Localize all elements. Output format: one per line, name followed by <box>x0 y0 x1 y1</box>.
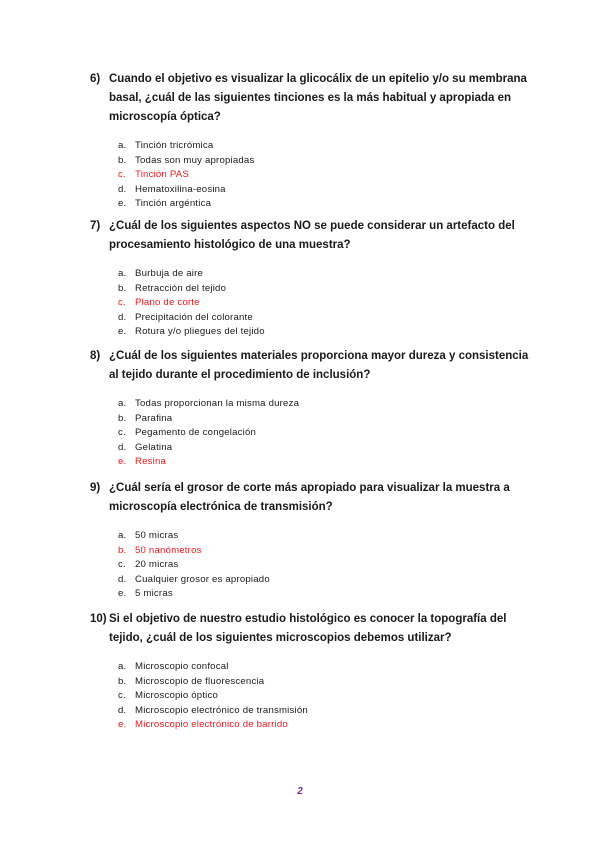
option-letter: c. <box>118 169 126 181</box>
option-letter: d. <box>118 311 127 323</box>
question-header <box>90 347 530 385</box>
option-letter: e. <box>118 326 127 338</box>
option-text: Rotura y/o pliegues del tejido <box>135 326 265 338</box>
option-list <box>90 529 530 602</box>
option-e-correct <box>118 455 530 470</box>
question-9 <box>90 479 530 602</box>
option-text: Pegamento de congelación <box>135 427 257 439</box>
option-b <box>118 675 530 690</box>
option-letter: a. <box>118 268 127 279</box>
option-letter: e. <box>118 588 127 600</box>
question-6 <box>90 70 530 212</box>
option-b <box>118 412 530 427</box>
question-7 <box>90 217 530 340</box>
option-e <box>118 587 530 602</box>
question-number: 7) <box>90 220 101 232</box>
question-header <box>90 610 530 648</box>
option-text: 20 micras <box>135 559 179 571</box>
option-e <box>118 197 530 212</box>
option-text: 50 nanómetros <box>135 544 202 556</box>
option-text: Tinción argéntica <box>135 198 212 210</box>
option-letter: b. <box>118 544 127 556</box>
question-header <box>90 217 530 255</box>
option-b <box>118 154 530 169</box>
option-letter: c. <box>118 559 126 571</box>
question-10 <box>90 610 530 733</box>
question-text: ¿Cuál de los siguientes materiales proporciona mayor dureza y consistencia al tejido durante el procedimiento de inclusión? <box>109 350 529 381</box>
option-text: Microscopio de fluorescencia <box>135 675 265 687</box>
option-text: Precipitación del colorante <box>135 311 253 323</box>
option-b-correct <box>118 544 530 559</box>
option-d <box>118 311 530 326</box>
option-text: Todas proporcionan la misma dureza <box>135 398 300 409</box>
option-text: Microscopio electrónico de barrido <box>135 719 288 731</box>
option-c-correct <box>118 296 530 311</box>
option-text: 5 micras <box>135 588 173 600</box>
option-a <box>118 267 530 282</box>
option-text: Gelatina <box>135 441 173 453</box>
question-text: Cuando el objetivo es visualizar la glicocálix de un epitelio y/o su membrana basal, ¿cuál de las siguientes tinciones es la más habitual y apropiada en microscopía óptica? <box>109 73 527 123</box>
option-letter: e. <box>118 719 127 731</box>
option-letter: a. <box>118 661 127 672</box>
option-text: Microscopio electrónico de transmisión <box>135 704 308 716</box>
option-letter: d. <box>118 183 127 195</box>
option-list <box>90 660 530 733</box>
option-letter: c. <box>118 690 126 702</box>
option-d <box>118 441 530 456</box>
option-d <box>118 704 530 719</box>
page-number: 2 <box>297 786 303 797</box>
option-letter: e. <box>118 198 127 210</box>
question-number: 8) <box>90 350 101 362</box>
option-text: Plano de corte <box>135 297 200 309</box>
option-text: Tinción tricrómica <box>135 140 214 151</box>
option-letter: b. <box>118 675 127 687</box>
option-a <box>118 660 530 675</box>
option-text: Resina <box>135 456 167 468</box>
option-e <box>118 325 530 340</box>
option-text: Microscopio óptico <box>135 690 219 702</box>
question-header <box>90 70 530 127</box>
option-list <box>90 139 530 212</box>
option-d <box>118 183 530 198</box>
option-a <box>118 397 530 412</box>
option-letter: a. <box>118 398 127 409</box>
option-text: Hematoxilina-eosina <box>135 183 226 195</box>
question-text: ¿Cuál sería el grosor de corte más apropiado para visualizar la muestra a microscopía electrónica de transmisión? <box>109 482 510 513</box>
question-8 <box>90 347 530 470</box>
option-c-correct <box>118 168 530 183</box>
option-a <box>118 139 530 154</box>
option-list <box>90 397 530 470</box>
option-letter: c. <box>118 297 126 309</box>
option-letter: b. <box>118 154 127 166</box>
option-letter: b. <box>118 412 127 424</box>
option-c <box>118 558 530 573</box>
question-number: 6) <box>90 73 101 85</box>
option-text: Burbuja de aire <box>135 268 204 279</box>
option-letter: e. <box>118 456 127 468</box>
option-d <box>118 573 530 588</box>
option-c <box>118 689 530 704</box>
option-letter: b. <box>118 282 127 294</box>
question-text: ¿Cuál de los siguientes aspectos NO se puede considerar un artefacto del procesamiento histológico de una muestra? <box>109 220 515 251</box>
option-a <box>118 529 530 544</box>
option-letter: a. <box>118 530 127 541</box>
option-b <box>118 282 530 297</box>
option-text: Retracción del tejido <box>135 282 227 294</box>
option-text: Cualquier grosor es apropiado <box>135 573 270 585</box>
option-text: Tinción PAS <box>135 169 189 181</box>
option-letter: d. <box>118 704 127 716</box>
option-text: 50 micras <box>135 530 179 541</box>
option-c <box>118 426 530 441</box>
option-e-correct <box>118 718 530 733</box>
option-letter: d. <box>118 573 127 585</box>
option-letter: c. <box>118 427 126 439</box>
question-number: 10) <box>90 613 107 625</box>
option-letter: a. <box>118 140 127 151</box>
option-text: Parafina <box>135 412 173 424</box>
question-header <box>90 479 530 517</box>
question-text: Si el objetivo de nuestro estudio histológico es conocer la topografía del tejido, ¿cuál de los siguientes microscopios debemos utilizar? <box>109 613 507 644</box>
option-text: Todas son muy apropiadas <box>135 154 255 166</box>
option-text: Microscopio confocal <box>135 661 229 672</box>
question-number: 9) <box>90 482 101 494</box>
option-list <box>90 267 530 340</box>
option-letter: d. <box>118 441 127 453</box>
